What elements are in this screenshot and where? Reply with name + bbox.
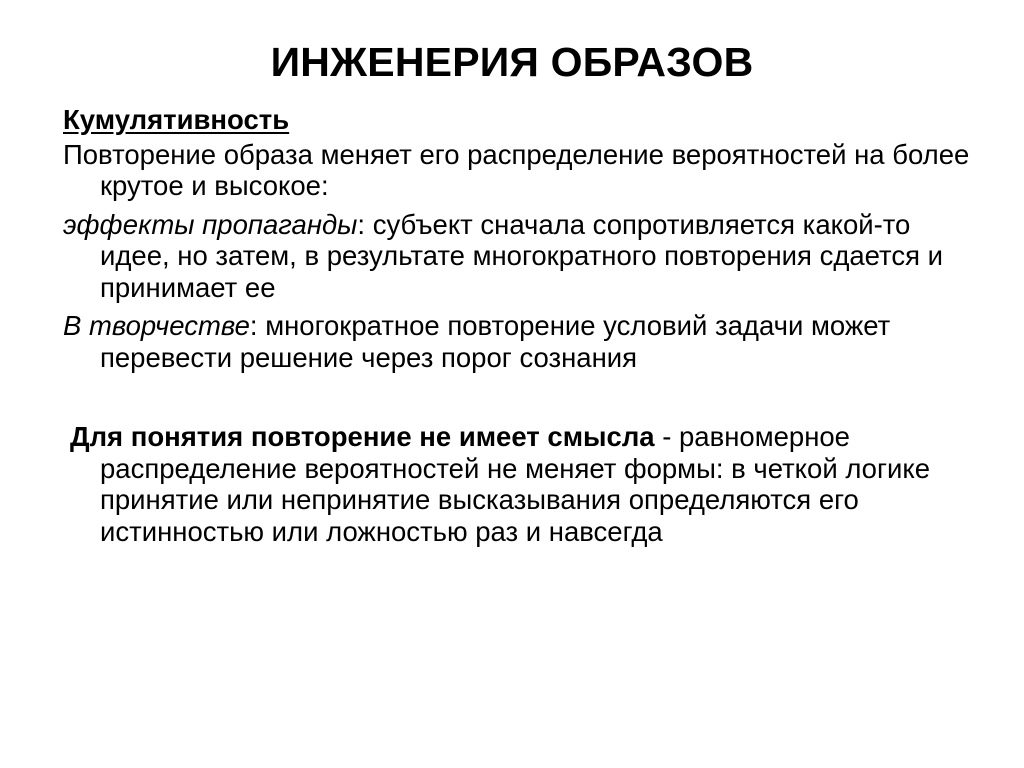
- slide-title: ИНЖЕНЕРИЯ ОБРАЗОВ: [270, 39, 754, 85]
- concept-text: - равномерное распределение вероятностей не меняет формы: в четкой логике принятие или непринятие высказывания определяются его истинностью или ложностью раз и навсегда: [100, 421, 930, 547]
- creativity-term: В творчестве: [63, 310, 250, 341]
- paragraph-repetition: Повторение образа меняет его распределение вероятностей на более крутое и высокое:: [63, 138, 970, 201]
- paragraph-propaganda: [63, 209, 983, 304]
- slide-content: [63, 104, 983, 554]
- section-heading: Кумулятивность: [63, 104, 290, 135]
- paragraph-concept: [63, 421, 983, 547]
- paragraph-creativity: [63, 310, 983, 373]
- creativity-text: : многократное повторение условий задачи может перевести решение через порог сознания: [100, 310, 891, 373]
- propaganda-term: эффекты пропаганды: [63, 208, 358, 240]
- propaganda-text: : субъект сначала сопротивляется какой-то идее, но затем, в результате многократного повторения сдается и принимает ее: [100, 208, 943, 303]
- concept-bold-text: Для понятия повторение не имеет смысла: [70, 421, 655, 452]
